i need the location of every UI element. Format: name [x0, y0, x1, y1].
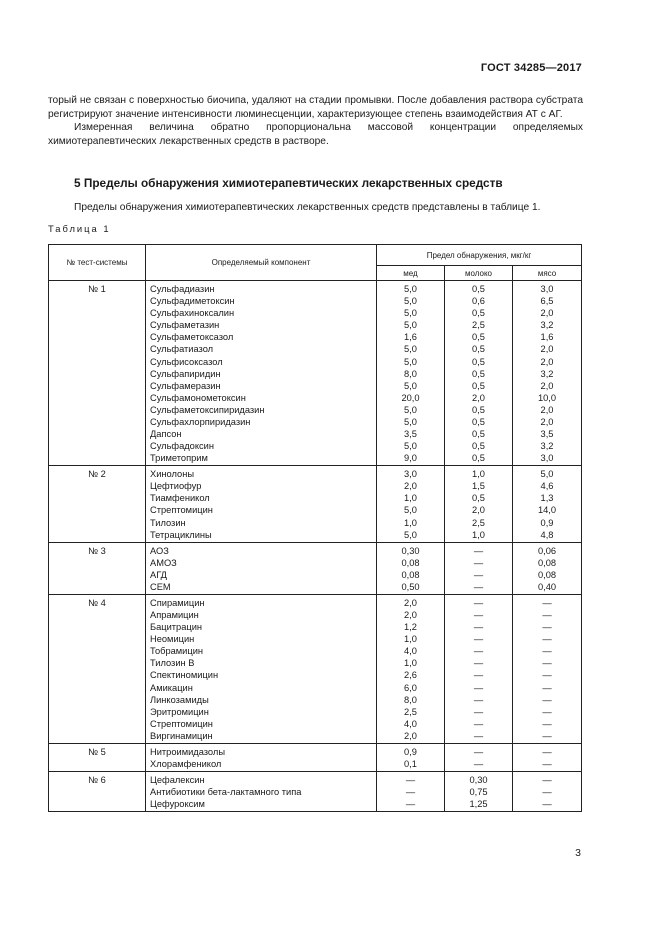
meat-cell: —: [513, 786, 582, 798]
meat-cell: 2,0: [513, 416, 582, 428]
meat-cell: 2,0: [513, 355, 582, 367]
header-honey: мед: [377, 266, 445, 281]
intro-paragraph-1: торый не связан с поверхностью биочипа, удаляют на стадии промывки. После добавления раствора субстрата регистрируют значение интенсивности люминесценции, характеризующее степень взаимодействия АТ с АГ.: [48, 95, 583, 120]
meat-cell: 14,0: [513, 504, 582, 516]
component-cell: Дапсон: [146, 428, 377, 440]
milk-cell: 0,30: [445, 772, 513, 787]
component-cell: Неомицин: [146, 633, 377, 645]
honey-cell: 0,08: [377, 557, 445, 569]
milk-cell: 0,5: [445, 428, 513, 440]
component-cell: СЕМ: [146, 581, 377, 595]
meat-cell: —: [513, 682, 582, 694]
milk-cell: —: [445, 569, 513, 581]
honey-cell: 2,0: [377, 480, 445, 492]
test-system-cell: № 2: [49, 466, 146, 542]
component-cell: Амикацин: [146, 682, 377, 694]
component-cell: Сульфисоксазол: [146, 355, 377, 367]
milk-cell: 0,5: [445, 281, 513, 296]
honey-cell: 0,9: [377, 743, 445, 758]
component-cell: Нитроимидазолы: [146, 743, 377, 758]
meat-cell: 6,5: [513, 295, 582, 307]
meat-cell: —: [513, 669, 582, 681]
milk-cell: —: [445, 621, 513, 633]
header-meat: мясо: [513, 266, 582, 281]
honey-cell: 2,0: [377, 594, 445, 609]
section-title: 5 Пределы обнаружения химиотерапевтических лекарственных средств: [74, 176, 503, 190]
meat-cell: 3,5: [513, 428, 582, 440]
component-cell: Сульфамонометоксин: [146, 392, 377, 404]
meat-cell: 3,2: [513, 440, 582, 452]
honey-cell: 2,6: [377, 669, 445, 681]
milk-cell: 0,5: [445, 416, 513, 428]
honey-cell: —: [377, 798, 445, 812]
table-group: [49, 281, 582, 466]
milk-cell: —: [445, 758, 513, 772]
meat-cell: 1,6: [513, 331, 582, 343]
honey-cell: —: [377, 786, 445, 798]
component-cell: Апрамицин: [146, 609, 377, 621]
table-row: [49, 594, 582, 609]
component-cell: Тилозин В: [146, 657, 377, 669]
component-cell: Сульфахлорпиридазин: [146, 416, 377, 428]
meat-cell: 3,0: [513, 281, 582, 296]
milk-cell: 2,5: [445, 516, 513, 528]
milk-cell: —: [445, 669, 513, 681]
honey-cell: —: [377, 772, 445, 787]
meat-cell: —: [513, 758, 582, 772]
honey-cell: 5,0: [377, 380, 445, 392]
milk-cell: 1,0: [445, 529, 513, 543]
honey-cell: 5,0: [377, 404, 445, 416]
meat-cell: 4,8: [513, 529, 582, 543]
document-code: ГОСТ 34285—2017: [480, 62, 582, 74]
component-cell: Цефтиофур: [146, 480, 377, 492]
milk-cell: —: [445, 694, 513, 706]
meat-cell: —: [513, 594, 582, 609]
meat-cell: —: [513, 609, 582, 621]
table-caption: Таблица 1: [48, 223, 111, 234]
meat-cell: 3,0: [513, 452, 582, 466]
honey-cell: 8,0: [377, 694, 445, 706]
milk-cell: 0,5: [445, 380, 513, 392]
component-cell: Сульфатиазол: [146, 343, 377, 355]
honey-cell: 5,0: [377, 295, 445, 307]
component-cell: Хинолоны: [146, 466, 377, 481]
meat-cell: —: [513, 621, 582, 633]
honey-cell: 5,0: [377, 281, 445, 296]
detection-limits-table: [48, 244, 582, 812]
meat-cell: —: [513, 730, 582, 744]
milk-cell: —: [445, 557, 513, 569]
meat-cell: 4,6: [513, 480, 582, 492]
table-group: [49, 466, 582, 542]
milk-cell: —: [445, 706, 513, 718]
meat-cell: 2,0: [513, 343, 582, 355]
meat-cell: 0,9: [513, 516, 582, 528]
component-cell: Сульфамеразин: [146, 380, 377, 392]
honey-cell: 5,0: [377, 343, 445, 355]
meat-cell: —: [513, 694, 582, 706]
component-cell: Сульфадиметоксин: [146, 295, 377, 307]
component-cell: Эритромицин: [146, 706, 377, 718]
component-cell: АМОЗ: [146, 557, 377, 569]
honey-cell: 5,0: [377, 416, 445, 428]
milk-cell: 2,5: [445, 319, 513, 331]
component-cell: Спирамицин: [146, 594, 377, 609]
honey-cell: 0,50: [377, 581, 445, 595]
test-system-cell: № 3: [49, 542, 146, 594]
milk-cell: 0,5: [445, 368, 513, 380]
test-system-cell: № 5: [49, 743, 146, 771]
test-system-cell: № 6: [49, 772, 146, 812]
component-cell: Тилозин: [146, 516, 377, 528]
honey-cell: 2,0: [377, 609, 445, 621]
milk-cell: 0,5: [445, 440, 513, 452]
header-milk: молоко: [445, 266, 513, 281]
table-row: [49, 743, 582, 758]
honey-cell: 3,5: [377, 428, 445, 440]
meat-cell: 0,06: [513, 542, 582, 557]
honey-cell: 3,0: [377, 466, 445, 481]
milk-cell: 2,0: [445, 392, 513, 404]
meat-cell: —: [513, 706, 582, 718]
milk-cell: —: [445, 743, 513, 758]
honey-cell: 4,0: [377, 645, 445, 657]
table-row: [49, 542, 582, 557]
meat-cell: 2,0: [513, 307, 582, 319]
header-limit: Предел обнаружения, мкг/кг: [377, 245, 582, 266]
milk-cell: 0,5: [445, 492, 513, 504]
milk-cell: —: [445, 718, 513, 730]
milk-cell: —: [445, 730, 513, 744]
honey-cell: 1,0: [377, 657, 445, 669]
intro-paragraph-2: Измеренная величина обратно пропорциональна массовой концентрации определяемых химиотерапевтических лекарственных средств в растворе.: [48, 122, 583, 147]
honey-cell: 5,0: [377, 529, 445, 543]
table-group: [49, 542, 582, 594]
milk-cell: 1,0: [445, 466, 513, 481]
meat-cell: 0,40: [513, 581, 582, 595]
component-cell: Сульфаметазин: [146, 319, 377, 331]
milk-cell: 2,0: [445, 504, 513, 516]
component-cell: Линкозамиды: [146, 694, 377, 706]
milk-cell: 0,75: [445, 786, 513, 798]
milk-cell: 0,5: [445, 404, 513, 416]
meat-cell: 1,3: [513, 492, 582, 504]
milk-cell: 0,5: [445, 452, 513, 466]
milk-cell: —: [445, 581, 513, 595]
honey-cell: 0,1: [377, 758, 445, 772]
component-cell: Триметоприм: [146, 452, 377, 466]
milk-cell: —: [445, 542, 513, 557]
meat-cell: 0,08: [513, 569, 582, 581]
milk-cell: 1,25: [445, 798, 513, 812]
honey-cell: 9,0: [377, 452, 445, 466]
meat-cell: —: [513, 657, 582, 669]
honey-cell: 1,6: [377, 331, 445, 343]
header-component: Определяемый компонент: [146, 245, 377, 281]
meat-cell: 5,0: [513, 466, 582, 481]
meat-cell: 2,0: [513, 404, 582, 416]
component-cell: Стрептомицин: [146, 504, 377, 516]
meat-cell: 10,0: [513, 392, 582, 404]
honey-cell: 0,08: [377, 569, 445, 581]
component-cell: Виргинамицин: [146, 730, 377, 744]
table-group: [49, 772, 582, 812]
component-cell: Сульфахиноксалин: [146, 307, 377, 319]
honey-cell: 5,0: [377, 440, 445, 452]
meat-cell: 3,2: [513, 368, 582, 380]
component-cell: Бацитрацин: [146, 621, 377, 633]
meat-cell: —: [513, 718, 582, 730]
meat-cell: —: [513, 743, 582, 758]
meat-cell: —: [513, 772, 582, 787]
component-cell: Цефуроксим: [146, 798, 377, 812]
component-cell: Сульфадоксин: [146, 440, 377, 452]
honey-cell: 5,0: [377, 307, 445, 319]
component-cell: Тетрациклины: [146, 529, 377, 543]
milk-cell: 0,6: [445, 295, 513, 307]
milk-cell: 0,5: [445, 331, 513, 343]
table-group: [49, 594, 582, 743]
component-cell: Стрептомицин: [146, 718, 377, 730]
milk-cell: —: [445, 645, 513, 657]
test-system-cell: № 1: [49, 281, 146, 466]
milk-cell: —: [445, 609, 513, 621]
milk-cell: 0,5: [445, 355, 513, 367]
honey-cell: 5,0: [377, 504, 445, 516]
honey-cell: 6,0: [377, 682, 445, 694]
component-cell: Тиамфеникол: [146, 492, 377, 504]
honey-cell: 2,0: [377, 730, 445, 744]
milk-cell: —: [445, 633, 513, 645]
meat-cell: 3,2: [513, 319, 582, 331]
honey-cell: 8,0: [377, 368, 445, 380]
milk-cell: 0,5: [445, 343, 513, 355]
milk-cell: 1,5: [445, 480, 513, 492]
component-cell: Антибиотики бета-лактамного типа: [146, 786, 377, 798]
meat-cell: —: [513, 633, 582, 645]
component-cell: Сульфаметоксазол: [146, 331, 377, 343]
component-cell: Сульфапиридин: [146, 368, 377, 380]
honey-cell: 4,0: [377, 718, 445, 730]
component-cell: Хлорамфеникол: [146, 758, 377, 772]
header-system: № тест-системы: [49, 245, 146, 281]
component-cell: Тобрамицин: [146, 645, 377, 657]
table-row: [49, 281, 582, 296]
milk-cell: —: [445, 594, 513, 609]
component-cell: Сульфаметоксипиридазин: [146, 404, 377, 416]
milk-cell: —: [445, 682, 513, 694]
honey-cell: 5,0: [377, 355, 445, 367]
component-cell: Цефалексин: [146, 772, 377, 787]
table-header: [49, 245, 582, 281]
honey-cell: 5,0: [377, 319, 445, 331]
milk-cell: —: [445, 657, 513, 669]
section-text: Пределы обнаружения химиотерапевтических лекарственных средств представлены в таблице 1.: [74, 202, 541, 213]
honey-cell: 2,5: [377, 706, 445, 718]
meat-cell: 0,08: [513, 557, 582, 569]
table-row: [49, 466, 582, 481]
honey-cell: 1,0: [377, 633, 445, 645]
test-system-cell: № 4: [49, 594, 146, 743]
honey-cell: 20,0: [377, 392, 445, 404]
honey-cell: 1,0: [377, 516, 445, 528]
component-cell: Сульфадиазин: [146, 281, 377, 296]
intro-text: [48, 94, 583, 148]
honey-cell: 0,30: [377, 542, 445, 557]
table-group: [49, 743, 582, 771]
meat-cell: —: [513, 798, 582, 812]
milk-cell: 0,5: [445, 307, 513, 319]
component-cell: АОЗ: [146, 542, 377, 557]
page-number: 3: [575, 847, 581, 859]
meat-cell: 2,0: [513, 380, 582, 392]
honey-cell: 1,0: [377, 492, 445, 504]
honey-cell: 1,2: [377, 621, 445, 633]
meat-cell: —: [513, 645, 582, 657]
table-row: [49, 772, 582, 787]
component-cell: Спектиномицин: [146, 669, 377, 681]
component-cell: АГД: [146, 569, 377, 581]
